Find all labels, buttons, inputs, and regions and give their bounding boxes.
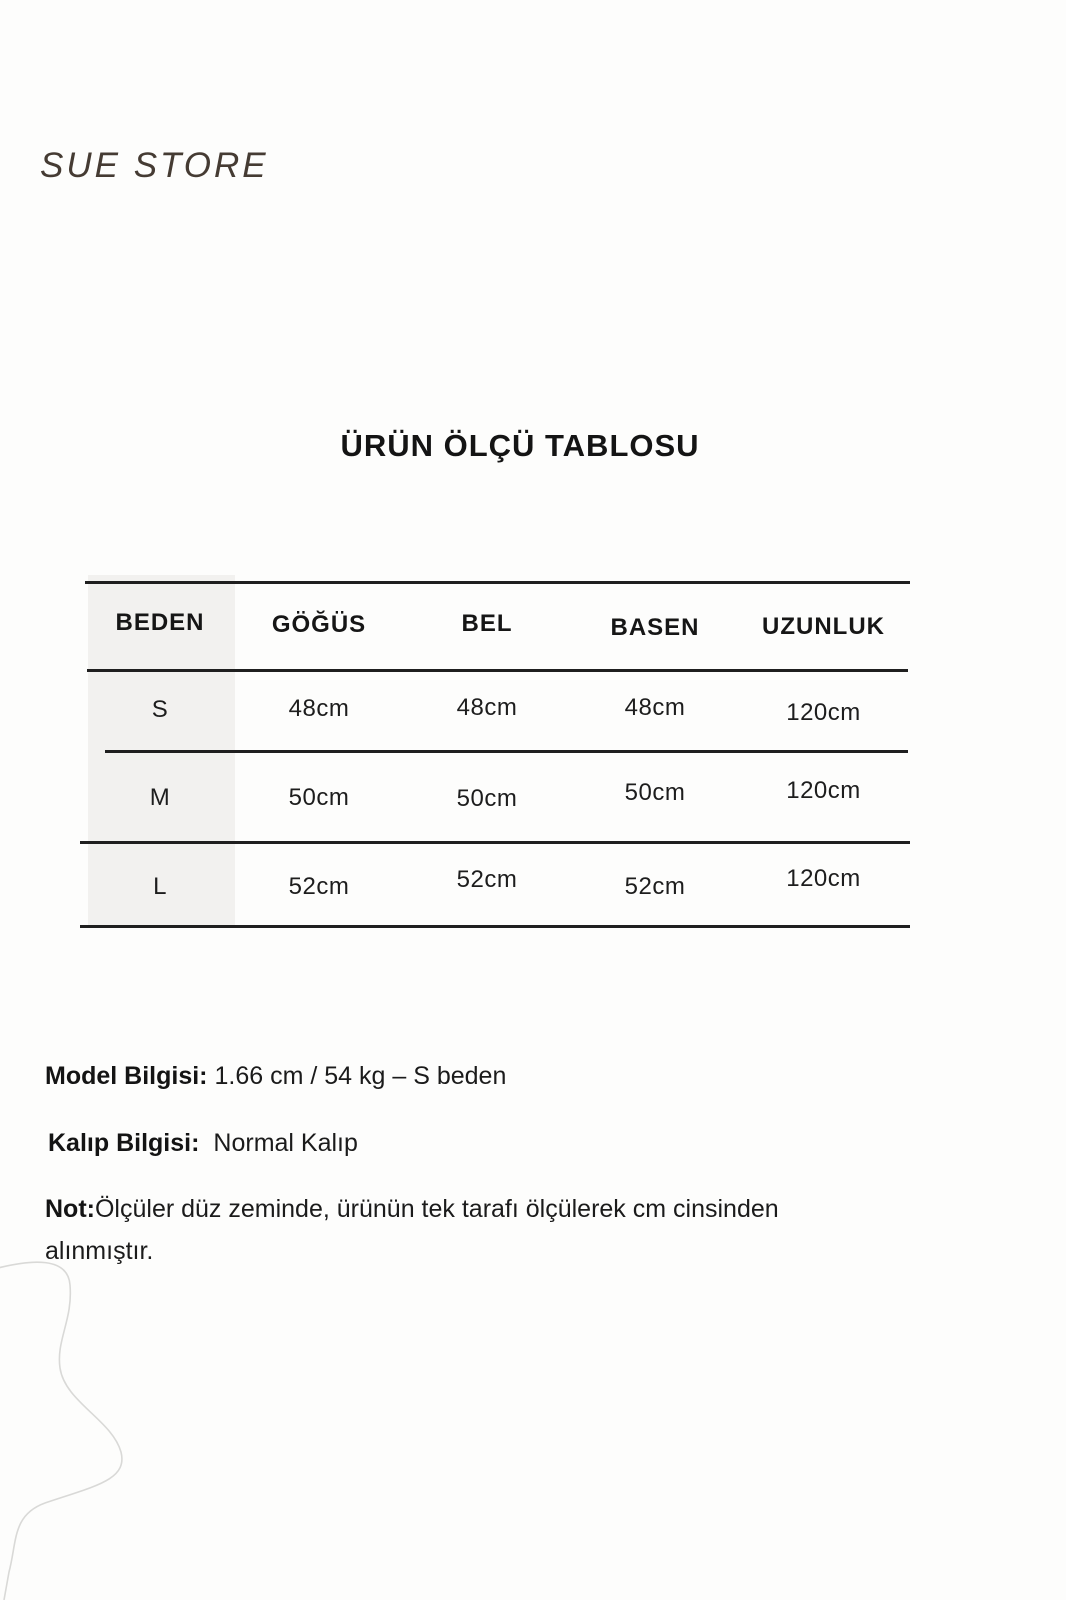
column-header: BASEN — [610, 614, 700, 641]
size-table — [85, 575, 908, 931]
column-header: BEDEN — [115, 609, 205, 636]
column-header: BEL — [461, 610, 513, 637]
table-row — [85, 669, 908, 750]
header-row — [85, 581, 908, 669]
model-info-label: Model Bilgisi: — [45, 1062, 208, 1090]
page-title: ÜRÜN ÖLÇÜ TABLOSU — [340, 428, 700, 463]
measurement-cell: 50cm — [456, 784, 518, 812]
table-rule-4 — [80, 925, 910, 928]
column-header: UZUNLUK — [762, 613, 885, 640]
measurement-cell: 52cm — [288, 873, 350, 900]
decorative-curve — [0, 1240, 140, 1600]
table-row — [85, 750, 908, 841]
measurement-cell: 52cm — [624, 873, 686, 900]
size-label: S — [151, 695, 169, 723]
measurement-note-value: Ölçüler düz zeminde, ürünün tek tarafı ölçülerek cm cinsinden alınmıştır. — [45, 1195, 779, 1265]
fit-info — [48, 1129, 358, 1158]
measurement-note — [45, 1188, 835, 1272]
size-label: M — [149, 783, 171, 811]
column-header: GÖĞÜS — [271, 611, 367, 638]
model-info-value: 1.66 cm / 54 kg – S beden — [214, 1062, 507, 1090]
fit-info-label: Kalıp Bilgisi: — [48, 1129, 200, 1157]
measurement-cell: 48cm — [624, 693, 686, 721]
measurement-cell: 50cm — [288, 783, 350, 811]
measurement-cell: 50cm — [624, 778, 686, 806]
measurement-cell: 120cm — [786, 776, 861, 804]
model-info — [45, 1062, 506, 1091]
measurement-cell: 120cm — [786, 698, 861, 726]
measurement-cell: 48cm — [288, 694, 350, 722]
measurement-note-label: Not: — [45, 1195, 95, 1223]
measurement-cell: 48cm — [456, 693, 518, 721]
size-label: L — [153, 873, 167, 900]
table-row — [85, 841, 908, 925]
fit-info-value: Normal Kalıp — [213, 1129, 358, 1157]
measurement-cell: 52cm — [456, 866, 518, 893]
store-logo: SUE STORE — [40, 146, 269, 185]
measurement-cell: 120cm — [786, 865, 861, 892]
